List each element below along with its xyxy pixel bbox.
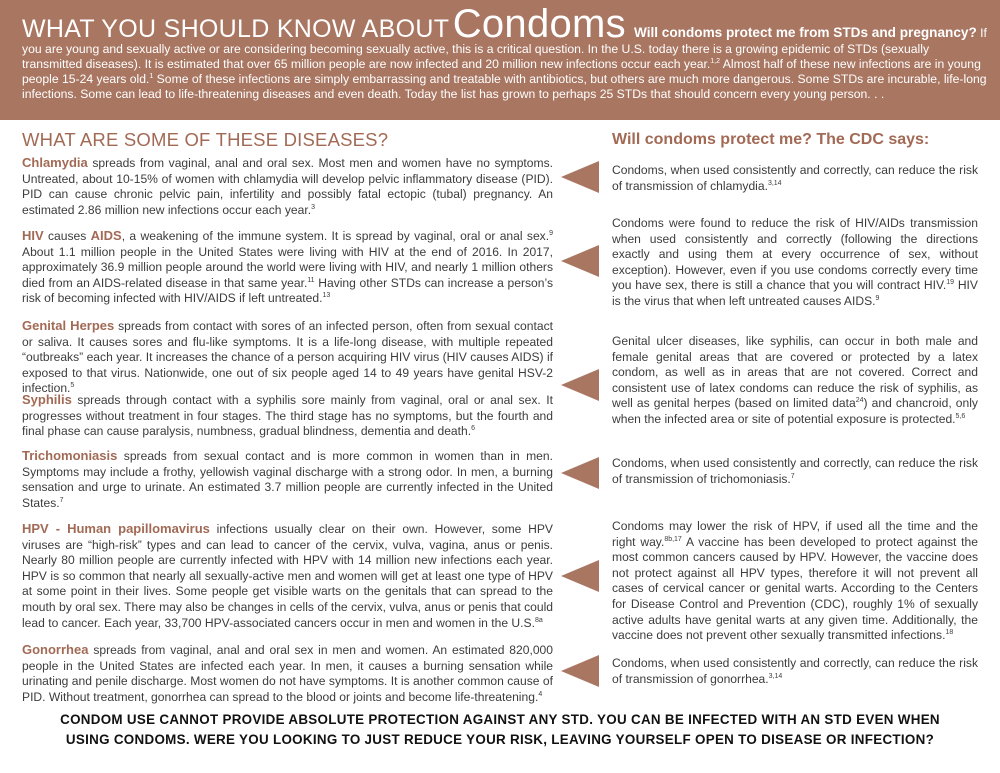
diseases-heading: WHAT ARE SOME OF THESE DISEASES? (22, 129, 389, 150)
ref-superscript: 24 (855, 397, 864, 405)
triangle-pointer-icon (561, 457, 599, 489)
footer-warning (0, 710, 1000, 750)
ref-superscript: 3,14 (768, 672, 783, 680)
triangle-pointer-icon (561, 245, 599, 277)
ref-superscript: 9 (549, 229, 553, 237)
ref-superscript: 6 (471, 425, 476, 433)
protection-text: Condoms, when used consistently and correctly, can reduce the risk of transmission of gonorrhea. (612, 656, 978, 686)
disease-text: spreads from vaginal, anal and oral sex in men and women. An estimated 820,000 people in the United States are infected each year. In men, it causes a burning sensation while urinating and penile discharge. Most women do not have symptoms. It is another common cause of PID. Without treatment, gonorrhea can spread to the blood or joints and become life-threatening. (22, 643, 553, 704)
protection-syphilis (612, 334, 978, 428)
disease-name: Syphilis (22, 392, 72, 407)
ref-superscript: 7 (59, 496, 64, 504)
disease-text: spreads from contact with sores of an infected person, often from sexual contact or saliva. It causes sores and flu-like symptoms. It is a life-long disease, with multiple repeated “outbreaks” each year. It increases the chance of a person acquiring HIV virus (HIV causes AIDS) if exposed to that virus. Nationwide, one out of six people aged 14 to 49 years have genital HSV-2 infection. (22, 319, 553, 396)
triangle-pointer-icon (561, 369, 599, 401)
title-word: Condoms (452, 2, 626, 46)
ref-superscript: 19 (946, 279, 955, 287)
disease-name: HIV (22, 228, 44, 243)
triangle-pointer-icon (561, 560, 599, 592)
disease-name: HPV - Human papillomavirus (22, 521, 210, 536)
protection-text: Genital ulcer diseases, like syphilis, can occur in both male and female genital areas that are covered or protected by a latex condom, as well as in areas that are not covered. Correct and consistent use of latex condoms can reduce the risk of syphilis, as well as genital herpes (based on limited data (612, 334, 978, 411)
protection-text: A vaccine has been developed to protect against the most common cancers caused by HPV. However, the vaccine does not protect against all HPV types, therefore it will not prevent all cases of cervical cancer or genital warts. According to the Centers for Disease Control and Prevention (CDC), roughly 1% of sexually active adults have genital warts at any given time. Additionally, the vaccine does not prevent other sexually transmitted infections. (612, 534, 978, 643)
triangle-pointer-icon (561, 655, 599, 687)
disease-text: spreads from sexual contact and is more common in women than in men. Symptoms may include a frothy, yellowish vaginal discharge with a strong odor. In men, a burning sensation and urge to urinate. An estimated 3.7 million people are currently infected in the United States. (22, 449, 553, 510)
ref-superscript: 1 (149, 72, 154, 80)
intro-text-3: Some of these infections are simply embarrassing and treatable with antibiotics, but others are much more dangerous. Some STDs are incurable, life-long infections. Some can lead to life-threatening diseases and even death. Today the list has grown to perhaps 25 STDs that should concern every young person. . . (22, 72, 987, 101)
ref-superscript: 3 (311, 203, 315, 211)
disease-hpv (22, 521, 553, 631)
protection-text: Condoms, when used consistently and correctly, can reduce the risk of transmission of chlamydia. (612, 163, 978, 193)
disease-syphilis (22, 392, 553, 440)
ref-superscript: 8b,17 (664, 535, 682, 543)
protection-trichomoniasis (612, 456, 978, 487)
disease-name: Chlamydia (22, 155, 88, 170)
disease-text: , a weakening of the immune system. It is spread by vaginal, oral or anal sex. (121, 229, 550, 243)
disease-text: Having other STDs can increase a person’s risk of becoming infected with HIV/AIDS if left untreated. (22, 275, 553, 306)
banner-question: Will condoms protect me from STDs and pregnancy? (633, 25, 977, 40)
disease-name: Trichomoniasis (22, 448, 118, 463)
disease-name: Gonorrhea (22, 642, 89, 657)
intro-text-1: If you are young and sexually active or are considering becoming sexually active, this is a critical question. In the U.S. today there is a growing epidemic of STDs (sexually transmitted diseases). It is estimated that over 65 million people are now infected and 20 million new infections occur each year. (22, 26, 987, 71)
ref-superscript: 3,14 (767, 179, 782, 187)
disease-text: causes (43, 229, 91, 243)
ref-superscript: 1,2 (710, 57, 721, 65)
ref-superscript: 7 (790, 472, 795, 480)
title-prefix: WHAT YOU SHOULD KNOW ABOUT (22, 15, 450, 43)
ref-superscript: 5 (70, 382, 75, 390)
intro-paragraph (22, 2, 990, 102)
disease-gonorrhea (22, 642, 553, 705)
disease-text: infections usually clear on their own. However, some HPV viruses are “high-risk” types and can lead to cancer of the cervix, vulva, vagina, anus or penis. Nearly 80 million people are currently infected with HPV with 14 million new infections each year. HPV is so common that nearly all sexually-active men and women will get at least one type of HPV at some point in their lives. Some people get visible warts on the genitals that can spread to the mouth by oral sex. There may also be changes in cells of the cervix, vulva, anus or penis that could lead to cancer. Each year, 33,700 HPV-associated cancers occur in men and women in the U.S. (22, 522, 553, 630)
disease-name-aids: AIDS (90, 228, 122, 243)
protection-hpv (612, 519, 978, 644)
footer-line: CONDOM USE CANNOT PROVIDE ABSOLUTE PROTECTION AGAINST ANY STD. YOU CAN BE INFECTED WITH AN STD EVEN WHEN (60, 712, 940, 727)
ref-superscript: 13 (322, 292, 331, 300)
ref-superscript: 8a (534, 616, 543, 624)
protection-text: HIV is the virus that when left untreated causes AIDS. (612, 278, 978, 308)
disease-text: About 1.1 million people in the United States were living with HIV at the end of 2016. In 2017, approximately 36.9 million people around the world were living with HIV, and nearly 1 million others died from an AIDS-related disease in that same year. (22, 244, 553, 290)
protection-hiv (612, 216, 978, 310)
intro-text-2: Almost half of these new infections are in young people 15-24 years old. (22, 57, 981, 86)
ref-superscript: 18 (945, 629, 954, 637)
ref-superscript: 9 (875, 294, 880, 302)
disease-hiv (22, 228, 553, 307)
disease-text: spreads from vaginal, anal and oral sex. Most men and women have no symptoms. Untreated, about 10-15% of women with chlamydia will develop pelvic inflammatory disease (PID). PID can cause chronic pelvic pain, infertility and possibly fatal ectopic (tubal) pregnancy. An estimated 2.86 million new infections occur each year. (22, 156, 553, 217)
ref-superscript: 5,6 (955, 412, 966, 420)
disease-name: Genital Herpes (22, 318, 115, 333)
protection-chlamydia (612, 163, 978, 194)
protection-gonorrhea (612, 656, 978, 687)
protection-text: ) and chancroid, only when the infected area or site of potential exposure is protected. (612, 396, 978, 426)
cdc-heading: Will condoms protect me? The CDC says: (612, 131, 930, 148)
disease-trichomoniasis (22, 448, 553, 511)
ref-superscript: 11 (307, 276, 315, 284)
protection-text: Condoms, when used consistently and correctly, can reduce the risk of transmission of trichomoniasis. (612, 456, 978, 486)
ref-superscript: 4 (538, 690, 543, 698)
protection-text: Condoms may lower the risk of HPV, if used all the time and the right way. (612, 519, 978, 549)
protection-text: Condoms were found to reduce the risk of HIV/AIDs transmission when used consistently and correctly (following the directions exactly and using them at every occurrence of sex, without exception). However, even if you use condoms correctly every time you have sex, there is still a chance that you will contract HIV. (612, 216, 978, 293)
disease-text: spreads through contact with a syphilis sore mainly from vaginal, oral or anal sex. It progresses without treatment in four stages. The third stage has no symptoms, but the fourth and final phase can cause paralysis, numbness, gradual blindness, dementia and death. (22, 393, 553, 439)
footer-line: USING CONDOMS. WERE YOU LOOKING TO JUST REDUCE YOUR RISK, LEAVING YOURSELF OPEN TO DISEASE OR INFECTION? (65, 732, 935, 747)
triangle-pointer-icon (561, 161, 599, 193)
disease-chlamydia (22, 155, 553, 218)
disease-genital-herpes (22, 318, 553, 397)
intro-banner (0, 0, 1000, 120)
